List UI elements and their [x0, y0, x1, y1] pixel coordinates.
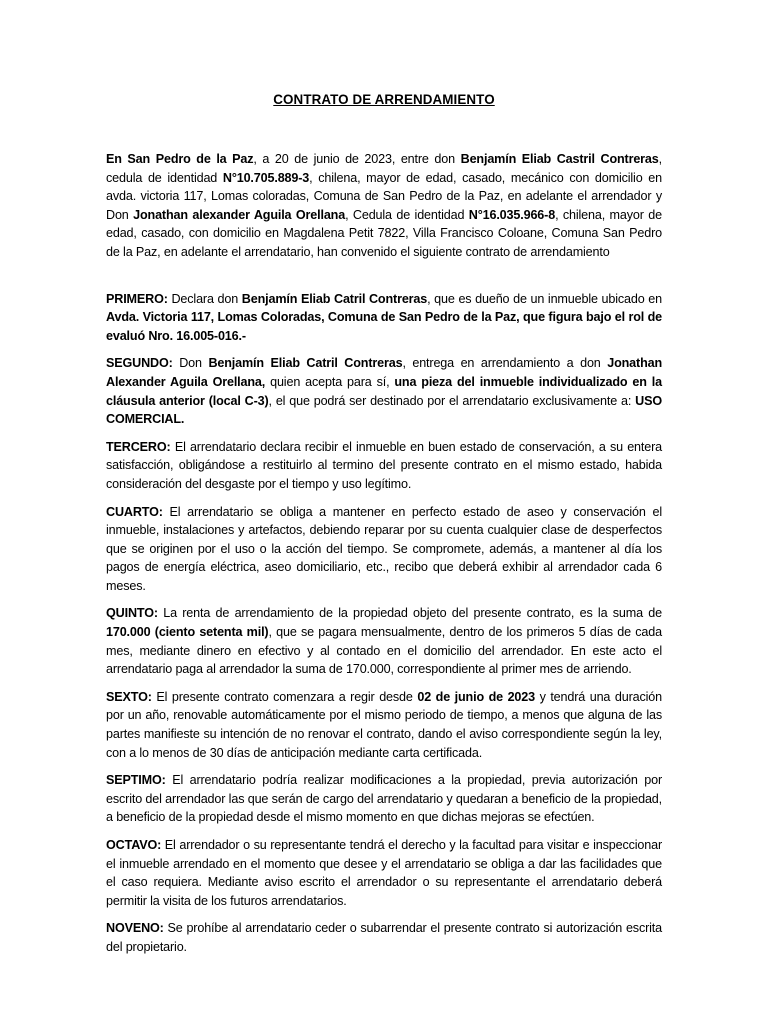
- bold-text-run: 170.000 (ciento setenta mil): [106, 625, 269, 640]
- text-run: quien acepta para sí,: [265, 374, 395, 389]
- bold-text-run: USO COMERCIAL.: [106, 393, 662, 427]
- clause-primero: [106, 290, 662, 346]
- bold-text-run: Avda. Victoria 117, Lomas Coloradas, Comuna de San Pedro de la Paz, que figura bajo el rol de evaluó Nro. 16.005-016.-: [106, 310, 662, 343]
- text-run: , que es dueño de un inmueble ubicado en: [427, 291, 662, 306]
- text-run: El presente contrato comenzara a regir desde: [151, 689, 418, 704]
- text-run: El arrendatario declara recibir el inmueble en buen estado de conservación, a su entera satisfacción, obligándose a restituirlo al termino del presente contrato en el mismo estado, habida consideración del desgaste por el tiempo y uso legítimo.: [106, 439, 662, 491]
- bold-text-run: Jonathan alexander Aguila Orellana: [133, 207, 346, 222]
- text-run: El arrendatario podría realizar modificaciones a la propiedad, previa autorización por escrito del arrendador las que serán de cargo del arrendatario y quedaran a beneficio de la propiedad, a beneficio de la propiedad desde el mismo momento en que dichas mejoras se efectúen.: [106, 773, 662, 825]
- bold-text-run: Benjamín Eliab Catril Contreras: [208, 356, 403, 371]
- bold-text-run: Benjamín Eliab Castril Contreras: [460, 152, 659, 166]
- text-run: El arrendatario se obliga a mantener en perfecto estado de aseo y conservación el inmueble, instalaciones y artefactos, debiendo reparar por su cuenta cualquier clase de desperfectos que se originen por el uso o la acción del tiempo. Se compromete, además, a mantener al día los pagos de energía eléctrica, aseo domiciliario, etc., recibo que deberá exhibir al arrendador cada 6 meses.: [106, 504, 662, 593]
- clause-segundo: [106, 354, 662, 428]
- text-run: La renta de arrendamiento de la propiedad objeto del presente contrato, es la suma de: [157, 606, 662, 621]
- bold-text-run: N°16.035.966-8: [468, 207, 556, 222]
- text-run: y tendrá una duración por un año, renovable automáticamente por el mismo periodo de tiempo, a menos que alguna de las partes manifieste su intención de no renovar el contrato, dando el aviso correspondiente según la ley, con a lo menos de 30 días de anticipación mediante carta certificada.: [106, 689, 662, 760]
- bold-text-run: TERCERO:: [106, 439, 171, 454]
- clause-tercero: [106, 438, 662, 494]
- text-run: , cedula de identidad: [106, 152, 663, 185]
- text-run: , a 20 de junio de 2023, entre don: [253, 152, 461, 166]
- bold-text-run: OCTAVO:: [106, 838, 162, 852]
- text-run: , Cedula de identidad: [345, 207, 469, 222]
- clause-cuarto: [106, 503, 662, 596]
- text-run: , entrega en arrendamiento a don: [402, 356, 608, 371]
- text-run: , chilena, mayor de edad, casado, con domicilio en Magdalena Petit 7822, Villa Francisco Coloane, Comuna San Pedro de la Paz, en adelante el arrendatario, han convenido el siguiente contrato de arrendamiento: [106, 207, 662, 259]
- clause-septimo: [106, 771, 662, 827]
- bold-text-run: 02 de junio de 2023: [417, 689, 535, 704]
- bold-text-run: CUARTO:: [106, 504, 163, 519]
- document-title: CONTRATO DE ARRENDAMIENTO: [273, 92, 495, 107]
- bold-text-run: NOVENO:: [106, 921, 164, 936]
- clause-quinto: [106, 604, 662, 678]
- bold-text-run: una pieza del inmueble individualizado en la cláusula anterior (local C-3): [106, 374, 662, 408]
- bold-text-run: PRIMERO:: [106, 291, 168, 306]
- bold-text-run: SEGUNDO:: [106, 356, 173, 371]
- text-run: , que se pagara mensualmente, dentro de los primeros 5 días de cada mes, mediante dinero en efectivo y al contado en el domicilio del arrendador. En este acto el arrendatario paga al arrendador la suma de 170.000, correspondiente al primer mes de arriendo.: [106, 625, 662, 677]
- bold-text-run: Jonathan Alexander Aguila Orellana,: [106, 356, 663, 389]
- clauses-list: [106, 290, 662, 957]
- text-run: Se prohíbe al arrendatario ceder o subarrendar el presente contrato si autorización escrita del propietario.: [106, 921, 662, 954]
- bold-text-run: Benjamín Eliab Catril Contreras: [241, 291, 428, 306]
- bold-text-run: SEPTIMO:: [106, 773, 166, 788]
- bold-text-run: QUINTO:: [106, 606, 158, 621]
- clause-sexto: [106, 688, 662, 762]
- text-run: , el que podrá ser destinado por el arrendatario exclusivamente a:: [268, 393, 636, 408]
- intro-paragraph: [106, 150, 662, 262]
- bold-text-run: N°10.705.889-3: [222, 170, 310, 185]
- bold-text-run: SEXTO:: [106, 689, 152, 704]
- text-run: Declara don: [167, 291, 242, 306]
- clause-noveno: [106, 919, 662, 956]
- bold-text-run: En San Pedro de la Paz: [106, 152, 254, 166]
- clause-octavo: [106, 836, 662, 910]
- text-run: , chilena, mayor de edad, casado, mecánico con domicilio en avda. victoria 117, Lomas coloradas, Comuna de San Pedro de la Paz, en adelante el arrendador y Don: [106, 170, 662, 222]
- text-run: El arrendador o su representante tendrá el derecho y la facultad para visitar e inspeccionar el inmueble arrendado en el momento que desee y el arrendatario se obliga a dar las facilidades que el caso requiera. Mediante aviso escrito el arrendador o su representante el arrendatario deberá permitir la visita de los futuros arrendatarios.: [106, 838, 662, 908]
- text-run: Don: [172, 356, 209, 371]
